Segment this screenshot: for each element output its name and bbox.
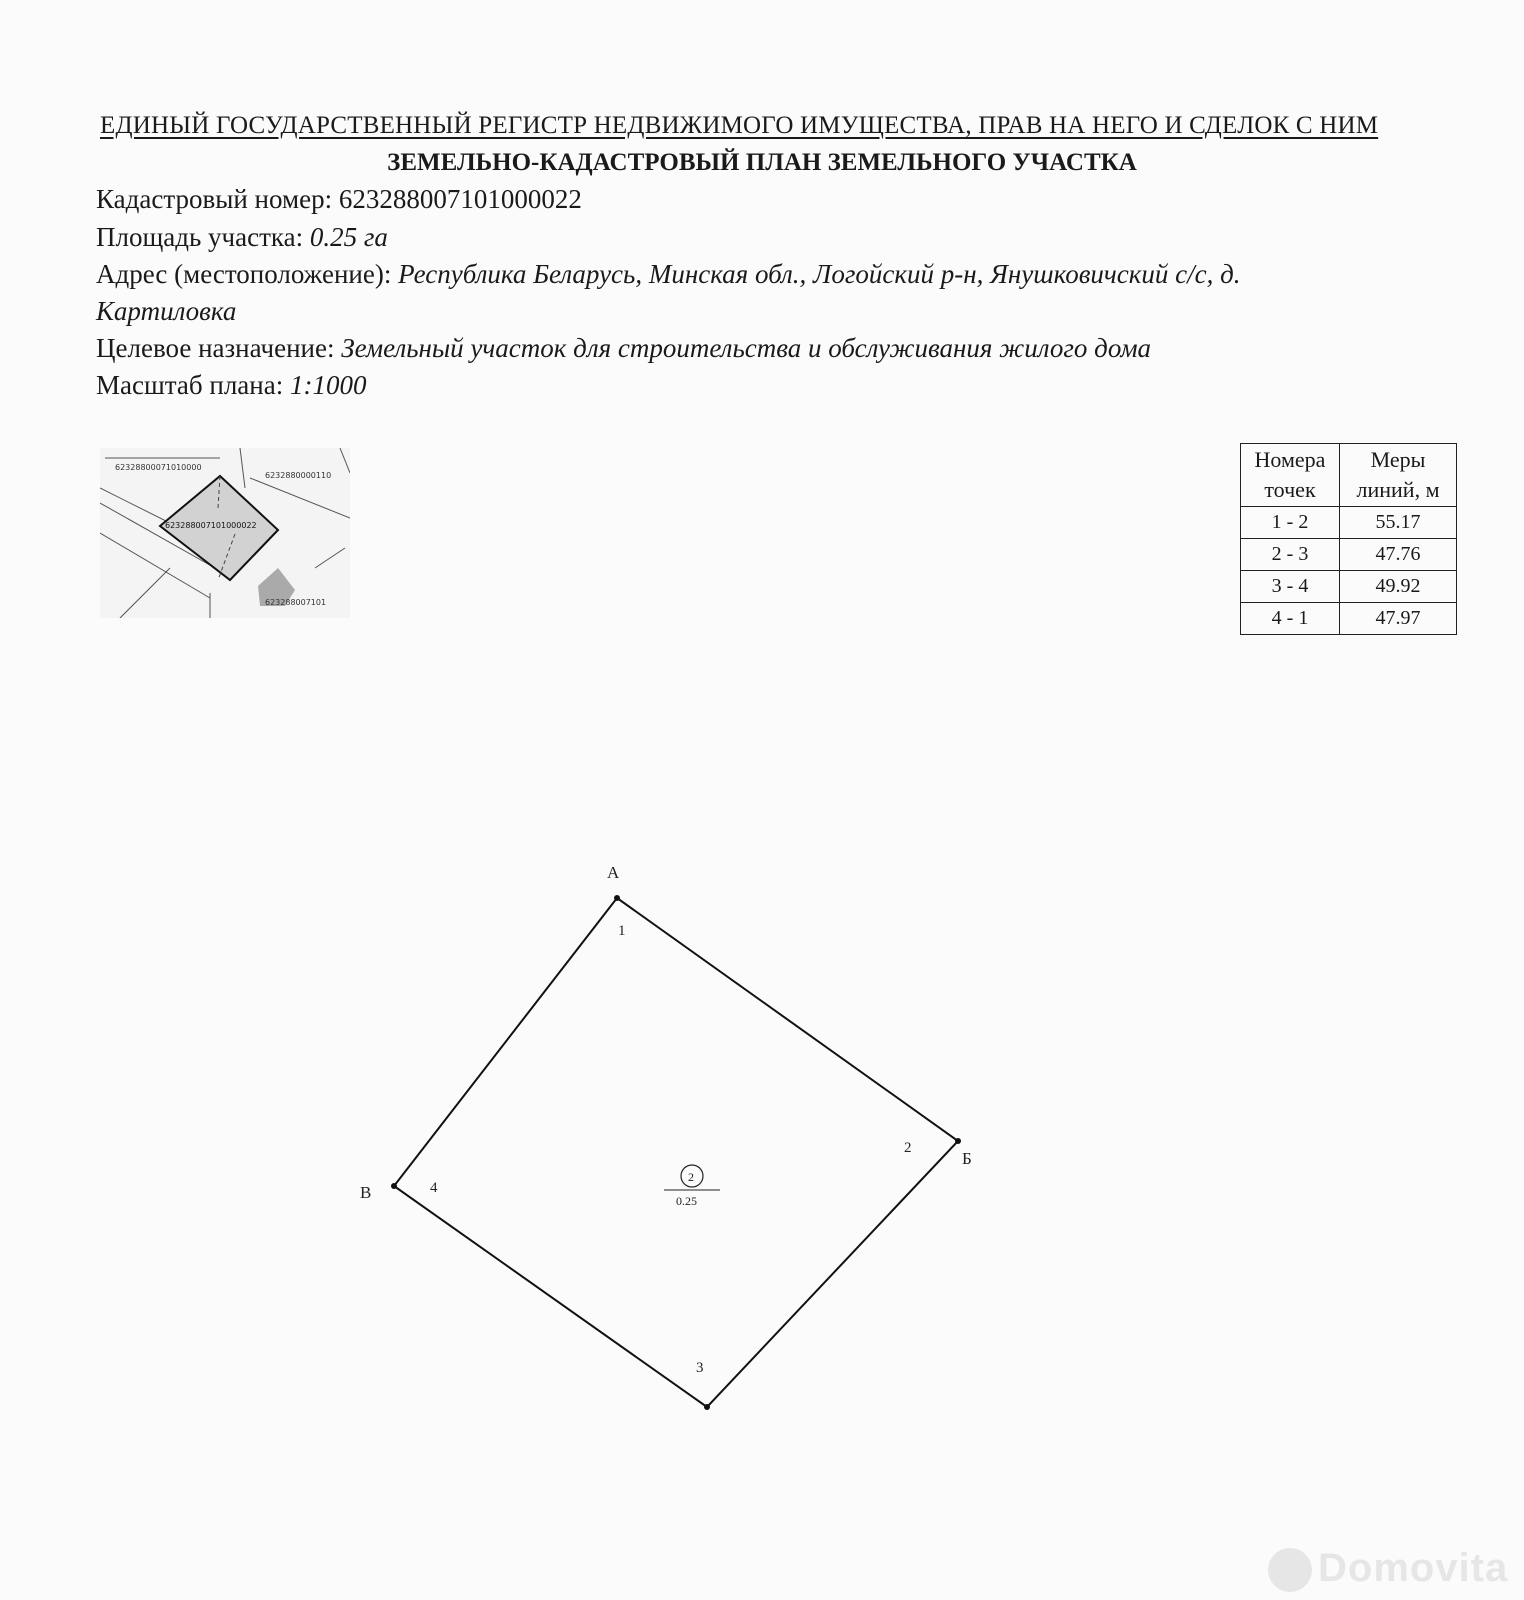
mini-map-label-0: 623288007101000022 <box>165 521 257 530</box>
corner-letter-b: Б <box>962 1149 972 1168</box>
cadastral-number-value: 623288007101000022 <box>338 184 582 214</box>
row-points: 2 - 3 <box>1241 539 1340 571</box>
point-number-3: 3 <box>696 1360 704 1376</box>
area-label: Площадь участка: <box>96 222 304 252</box>
parcel-number: 2 <box>688 1170 694 1184</box>
address-value-continued: Картиловка <box>96 296 237 326</box>
scale-value: 1:1000 <box>289 370 367 400</box>
point-number-2: 2 <box>904 1140 912 1156</box>
row-points: 3 - 4 <box>1241 571 1340 603</box>
row-length: 55.17 <box>1340 507 1457 539</box>
row-length: 49.92 <box>1340 571 1457 603</box>
parcel-boundary <box>394 898 958 1407</box>
document-title: ЗЕМЕЛЬНО-КАДАСТРОВЫЙ ПЛАН ЗЕМЕЛЬНОГО УЧАСТКА <box>387 149 1137 176</box>
scale-label: Масштаб плана: <box>96 370 284 400</box>
point-number-1: 1 <box>618 923 626 939</box>
cadastral-number-label: Кадастровый номер: <box>96 184 333 214</box>
header-line-lengths: Меры линий, м <box>1340 444 1457 507</box>
row-length: 47.97 <box>1340 603 1457 635</box>
corner-letter-a: А <box>607 863 620 882</box>
mini-map-label-2: 6232880000110 <box>265 471 332 480</box>
corner-letter-v: В <box>360 1183 372 1202</box>
purpose-label: Целевое назначение: <box>96 333 335 363</box>
purpose-value: Земельный участок для строительства и обслуживания жилого дома <box>341 333 1152 363</box>
header-point-numbers: Номера точек <box>1241 444 1340 507</box>
watermark: Domovita <box>1318 1546 1509 1590</box>
mini-map-label-3: 623288007101 <box>265 598 327 607</box>
address-label: Адрес (местоположение): <box>96 259 392 289</box>
parcel-area: 0.25 <box>676 1194 697 1208</box>
mini-map-label-1: 62328800071010000 <box>115 463 202 472</box>
point-number-4: 4 <box>430 1180 438 1196</box>
row-length: 47.76 <box>1340 539 1457 571</box>
registry-header: ЕДИНЫЙ ГОСУДАРСТВЕННЫЙ РЕГИСТР НЕДВИЖИМОГО ИМУЩЕСТВА, ПРАВ НА НЕГО И СДЕЛОК С НИМ <box>100 112 1379 139</box>
row-points: 4 - 1 <box>1241 603 1340 635</box>
watermark-logo-icon <box>1268 1548 1312 1592</box>
area-value: 0.25 га <box>309 222 388 252</box>
address-value: Республика Беларусь, Минская обл., Логойский р-н, Янушковичский с/с, д. <box>398 259 1241 289</box>
row-points: 1 - 2 <box>1241 507 1340 539</box>
